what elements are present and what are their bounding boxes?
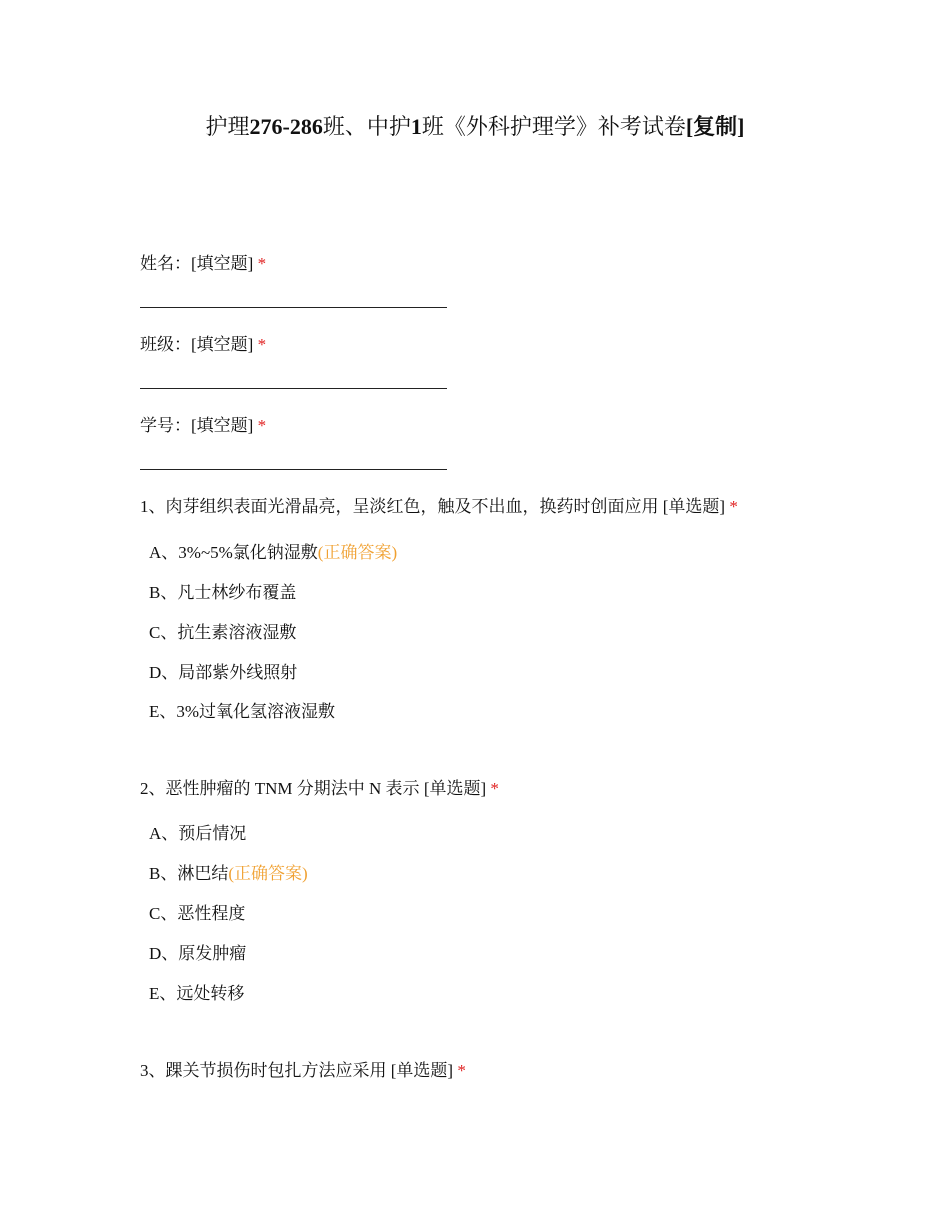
question-3-stem: 3、踝关节损伤时包扎方法应采用 [单选题] *: [140, 1061, 466, 1080]
field-name-label: 姓名：[填空题] *: [140, 254, 267, 273]
name-input-line[interactable]: [140, 307, 447, 308]
class-input-line[interactable]: [140, 388, 447, 389]
required-mark: *: [729, 497, 738, 516]
question-2-stem: 2、恶性肿瘤的 TNM 分期法中 N 表示 [单选题] *: [140, 779, 499, 798]
correct-answer-tag: (正确答案): [228, 864, 308, 883]
question-1-stem: 1、肉芽组织表面光滑晶亮，呈淡红色，触及不出血，换药时创面应用 [单选题] *: [140, 497, 738, 516]
q2-option-e[interactable]: E、远处转移: [149, 984, 245, 1003]
q1-option-d[interactable]: D、局部紫外线照射: [149, 663, 298, 682]
field-class-label: 班级：[填空题] *: [140, 335, 267, 354]
required-mark: *: [457, 1061, 466, 1080]
required-mark: *: [490, 779, 499, 798]
q1-option-a[interactable]: A、3%~5%氯化钠湿敷(正确答案): [149, 543, 398, 562]
required-mark: *: [257, 335, 267, 354]
required-mark: *: [257, 254, 267, 273]
q2-option-b[interactable]: B、淋巴结(正确答案): [149, 864, 308, 883]
q2-option-d[interactable]: D、原发肿瘤: [149, 944, 247, 963]
id-input-line[interactable]: [140, 469, 447, 470]
field-id-label: 学号：[填空题] *: [140, 416, 267, 435]
correct-answer-tag: (正确答案): [317, 543, 398, 562]
page-title: 护理276-286班、中护1班《外科护理学》补考试卷[复制]: [205, 114, 745, 139]
q1-option-c[interactable]: C、抗生素溶液湿敷: [149, 623, 297, 642]
required-mark: *: [257, 416, 267, 435]
q2-option-a[interactable]: A、预后情况: [149, 824, 247, 843]
q1-option-e[interactable]: E、3%过氧化氢溶液湿敷: [149, 702, 336, 721]
q2-option-c[interactable]: C、恶性程度: [149, 904, 246, 923]
q1-option-b[interactable]: B、凡士林纱布覆盖: [149, 583, 297, 602]
